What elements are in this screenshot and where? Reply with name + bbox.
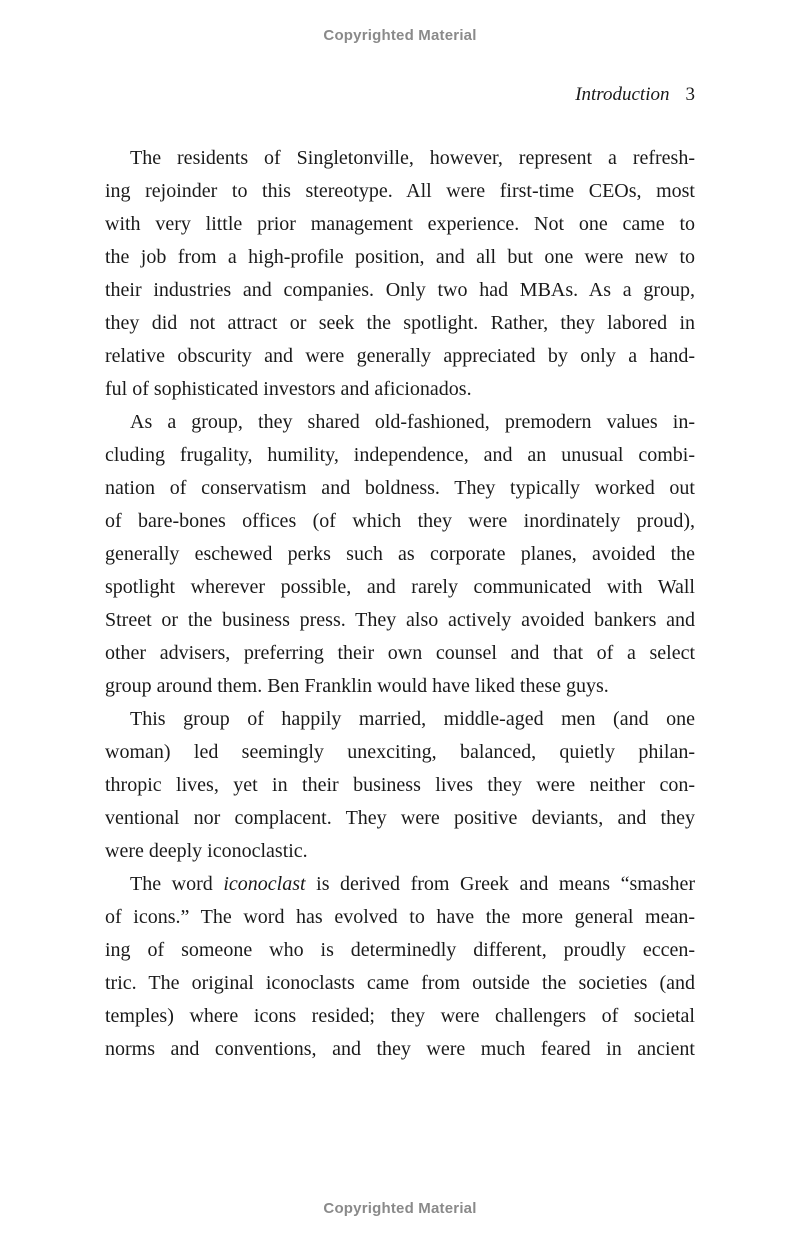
text-run: is derived from Greek and means “smasher bbox=[305, 873, 695, 895]
copyright-watermark-top: Copyrighted Material bbox=[323, 27, 477, 44]
text-line bbox=[105, 868, 695, 901]
copyright-watermark-bottom: Copyrighted Material bbox=[323, 1200, 477, 1217]
text-line: norms and conventions, and they were much feared in ancient bbox=[105, 1038, 695, 1060]
text-line: they did not attract or seek the spotlight. Rather, they labored in bbox=[105, 312, 695, 334]
section-title: Introduction bbox=[575, 84, 670, 105]
paragraph bbox=[105, 406, 695, 703]
text-line: thropic lives, yet in their business lives they were neither con- bbox=[105, 774, 695, 796]
text-line: tric. The original iconoclasts came from outside the societies (and bbox=[105, 972, 695, 994]
text-line: As a group, they shared old-fashioned, premodern values in- bbox=[130, 411, 695, 433]
paragraph bbox=[105, 142, 695, 406]
body-text bbox=[105, 142, 695, 1066]
text-line: spotlight wherever possible, and rarely communicated with Wall bbox=[105, 576, 695, 598]
page-number: 3 bbox=[685, 84, 695, 105]
text-run: The word bbox=[130, 873, 224, 895]
text-line: with very little prior management experience. Not one came to bbox=[105, 213, 695, 235]
italic-term: iconoclast bbox=[223, 873, 306, 895]
text-line: other advisers, preferring their own counsel and that of a select bbox=[105, 642, 695, 664]
text-line: nation of conservatism and boldness. They typically worked out bbox=[105, 477, 695, 499]
paragraph bbox=[105, 868, 695, 1066]
text-line: their industries and companies. Only two had MBAs. As a group, bbox=[105, 279, 695, 301]
text-line: The residents of Singletonville, however, represent a refresh- bbox=[130, 147, 695, 169]
text-line: group around them. Ben Franklin would have liked these guys. bbox=[105, 675, 609, 697]
text-line: the job from a high-profile position, and all but one were new to bbox=[105, 246, 695, 268]
text-line: of icons.” The word has evolved to have the more general mean- bbox=[105, 906, 695, 928]
text-line: temples) where icons resided; they were challengers of societal bbox=[105, 1005, 695, 1027]
text-line: woman) led seemingly unexciting, balanced, quietly philan- bbox=[105, 741, 695, 763]
paragraph bbox=[105, 703, 695, 868]
text-line: of bare-bones offices (of which they were inordinately proud), bbox=[105, 510, 695, 532]
text-line: ing rejoinder to this stereotype. All were first-time CEOs, most bbox=[105, 180, 695, 202]
text-line: relative obscurity and were generally appreciated by only a hand- bbox=[105, 345, 695, 367]
text-line: cluding frugality, humility, independence, and an unusual combi- bbox=[105, 444, 695, 466]
text-line: This group of happily married, middle-aged men (and one bbox=[130, 708, 695, 730]
text-line: ing of someone who is determinedly different, proudly eccen- bbox=[105, 939, 695, 961]
running-head bbox=[575, 84, 695, 106]
text-line: ful of sophisticated investors and aficionados. bbox=[105, 378, 472, 400]
text-line: Street or the business press. They also actively avoided bankers and bbox=[105, 609, 695, 631]
text-line: generally eschewed perks such as corporate planes, avoided the bbox=[105, 543, 695, 565]
text-line: ventional nor complacent. They were positive deviants, and they bbox=[105, 807, 695, 829]
text-line: were deeply iconoclastic. bbox=[105, 840, 308, 862]
